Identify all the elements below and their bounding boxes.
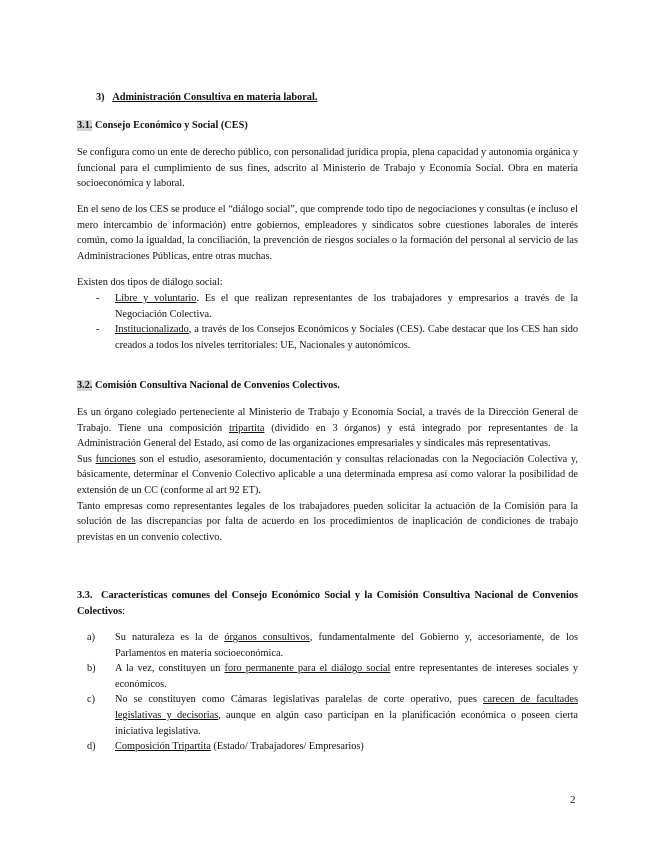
- paragraph: Se configura como un ente de derecho público, con personalidad jurídica propia, plena capacidad y autonomía orgánica y funcional para el cumplimiento de sus fines, adscrito al Ministerio de Trabajo y Economía Social. Obra en materia socioeconómica y laboral.: [77, 147, 578, 190]
- subsection-heading-3-3: [77, 588, 578, 619]
- text-run: A la vez, constituyen un: [115, 663, 225, 675]
- subsection-title: Consejo Económico y Social (CES): [95, 120, 248, 131]
- subsection-title: Comisión Consultiva Nacional de Convenios Colectivos.: [95, 380, 340, 391]
- underlined-term: tripartita: [228, 422, 265, 434]
- page-number: 2: [570, 794, 576, 806]
- text-run: Sus: [77, 453, 96, 465]
- dialogue-types-list: [77, 291, 578, 353]
- subsection-number: 3.3.: [77, 590, 93, 601]
- paragraph: En el seno de los CES se produce el “diálogo social”, que comprende todo tipo de negociaciones y consultas (e incluso el mero intercambio de información) entre gobiernos, empleadores y sindicatos sobre cuestiones laborales de interés común, como la igualdad, la conciliación, la prevención de riesgos sociales o la formación del personal al servicio de las Administraciones Públicas, entre otras muchas.: [77, 204, 578, 262]
- text-run: (Estado/ Trabajadores/ Empresarios): [210, 741, 364, 753]
- list-term: Institucionalizado: [115, 324, 189, 336]
- text-run: entre representantes de intereses sociales y económicos.: [115, 663, 578, 690]
- list-marker: a): [87, 632, 95, 643]
- paragraph-group: [77, 405, 578, 545]
- text-run: Es un órgano colegiado perteneciente al Ministerio de Trabajo y Economía Social, a través de la Dirección General de Trabajo. Tiene una composición: [77, 407, 578, 434]
- list-item: [77, 692, 578, 739]
- paragraph: Existen dos tipos de diálogo social:: [77, 277, 223, 288]
- text-run: son el estudio, asesoramiento, documentación y consultas relacionadas con la Negociación Colectiva y, básicamente, determinar el Convenio Colectivo aplicable a una determinada empresa así como valorar la posibilidad de extensión de un CC (conforme al art 92 ET).: [77, 453, 578, 496]
- paragraph: [77, 452, 578, 499]
- common-features-list: [77, 630, 578, 755]
- list-item: [77, 661, 578, 692]
- list-item: [77, 630, 578, 661]
- list-marker: -: [96, 324, 100, 336]
- text-run: , fundamentalmente del Gobierno y, accesoriamente, de los Parlamentos en materia socioeconómica.: [115, 632, 578, 659]
- list-marker: c): [87, 694, 95, 706]
- list-marker: -: [96, 293, 100, 304]
- underlined-term: Composición Tripartita: [115, 741, 211, 753]
- list-text: . Es el que realizan representantes de los trabajadores y empresarios a través de la Negociación Colectiva.: [115, 293, 578, 320]
- subsection-heading-3-2: [77, 378, 578, 394]
- section-number: 3): [96, 92, 105, 103]
- text-run: (dividido en 3 órganos) y está integrado por representantes de la Administración General del Estado, así como de las organizaciones empresariales y sindicales más representativas.: [77, 422, 578, 450]
- underlined-term: carecen de facultades legislativas y decisorias: [115, 694, 578, 721]
- subsection-title: Características comunes del Consejo Económico Social y la Comisión Consultiva Nacional de Convenios Colectivos: [77, 590, 578, 617]
- list-marker: b): [87, 663, 96, 675]
- subsection-number: 3.2.: [77, 380, 93, 391]
- list-item: [77, 739, 578, 755]
- heading-colon: :: [122, 605, 126, 617]
- list-item: [77, 322, 578, 353]
- text-run: , aunque en algún caso participan en la planificación económica o poseen cierta iniciativa legislativa.: [115, 709, 578, 737]
- list-item: [77, 291, 578, 322]
- subsection-number: 3.1.: [77, 120, 93, 131]
- list-marker: d): [87, 741, 96, 753]
- text-run: No se constituyen como Cámaras legislativas paralelas de corte operativo, pues: [115, 694, 483, 706]
- text-run: Su naturaleza es la de: [115, 632, 225, 643]
- section-title: Administración Consultiva en materia laboral.: [112, 92, 318, 103]
- section-heading: [96, 90, 597, 106]
- underlined-term: foro permanente para el diálogo social: [224, 663, 391, 675]
- underlined-term: funciones: [95, 453, 136, 465]
- list-text: , a través de los Consejos Económicos y Sociales (CES). Cabe destacar que los CES han sido creados a todos los niveles territoriales: UE, Nacionales y autonómicos.: [115, 324, 578, 351]
- list-term: Libre y voluntario: [115, 293, 197, 304]
- subsection-heading-3-1: [77, 118, 578, 134]
- paragraph: Tanto empresas como representantes legales de los trabajadores pueden solicitar la actuación de la Comisión para la solución de las discrepancias por falta de acuerdo en los procedimientos de inaplicación de condiciones de trabajo previstas en un convenio colectivo.: [77, 500, 578, 543]
- paragraph: [77, 405, 578, 452]
- underlined-term: órganos consultivos: [224, 632, 310, 643]
